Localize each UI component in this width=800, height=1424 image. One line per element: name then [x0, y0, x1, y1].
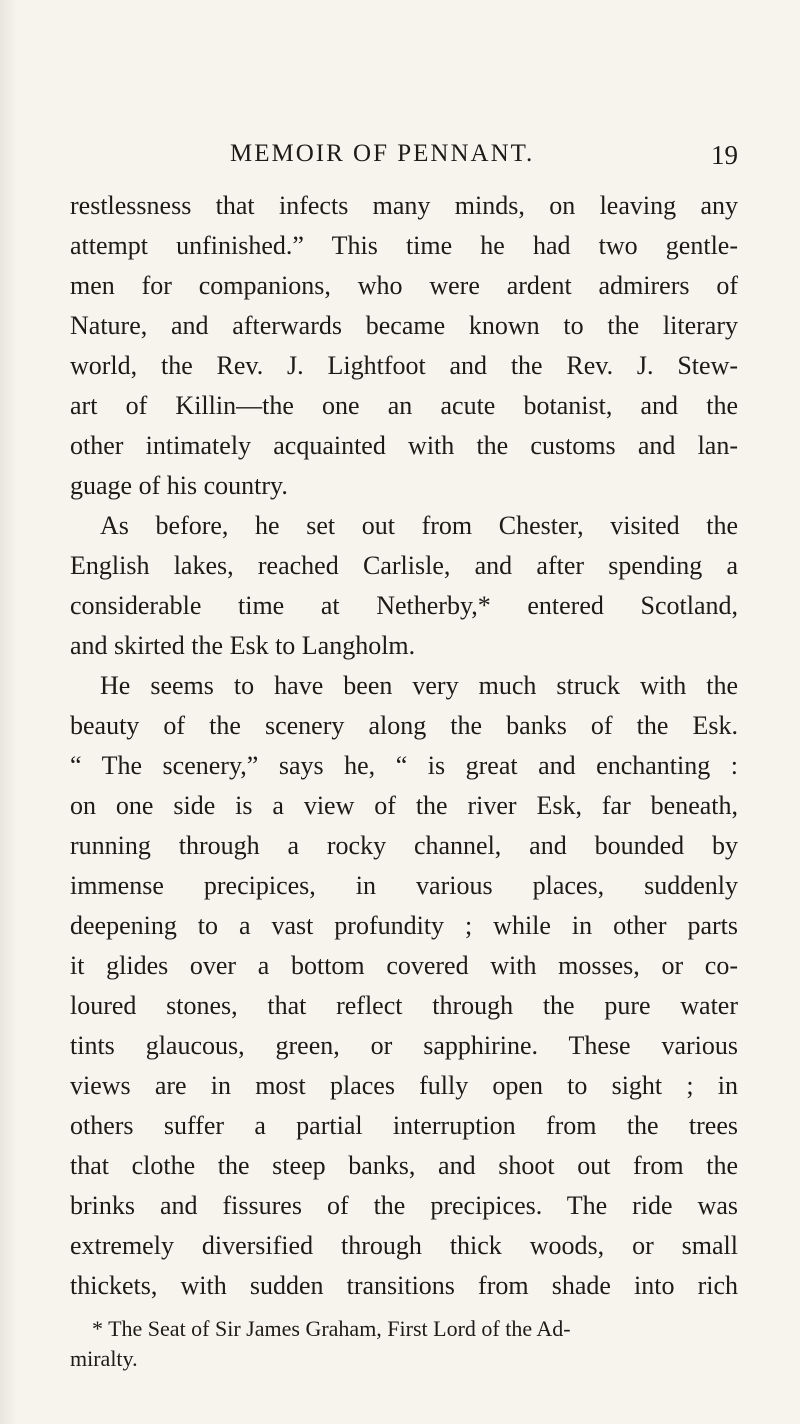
- text-line: others suffer a partial interruption from the trees: [70, 1111, 738, 1140]
- footnote: [70, 1314, 738, 1374]
- text-line: brinks and fissures of the precipices. The ride was: [70, 1191, 738, 1220]
- text-line: and skirted the Esk to Langholm.: [70, 631, 416, 660]
- text-line: extremely diversified through thick woods, or small: [70, 1231, 738, 1260]
- text-line: other intimately acquainted with the customs and lan-: [70, 431, 738, 460]
- text-line: beauty of the scenery along the banks of the Esk.: [70, 711, 738, 740]
- text-line: art of Killin—the one an acute botanist, and the: [70, 391, 738, 420]
- page-number: 19: [711, 140, 738, 170]
- text-line: thickets, with sudden transitions from shade into rich: [70, 1271, 738, 1300]
- text-line: loured stones, that reflect through the pure water: [70, 991, 738, 1020]
- text-line: As before, he set out from Chester, visited the: [100, 511, 738, 540]
- text-line: considerable time at Netherby,* entered Scotland,: [70, 591, 738, 620]
- text-line: attempt unfinished.” This time he had two gentle-: [70, 231, 738, 260]
- text-line: on one side is a view of the river Esk, far beneath,: [70, 791, 738, 820]
- text-line: immense precipices, in various places, suddenly: [70, 871, 738, 900]
- text-line: world, the Rev. J. Lightfoot and the Rev. J. Stew-: [70, 351, 738, 380]
- text-line: guage of his country.: [70, 471, 288, 500]
- text-line: it glides over a bottom covered with mosses, or co-: [70, 951, 738, 980]
- text-line: views are in most places fully open to sight ; in: [70, 1071, 738, 1100]
- footnote-line: miralty.: [70, 1346, 138, 1371]
- text-line: restlessness that infects many minds, on leaving any: [70, 191, 738, 220]
- text-line: He seems to have been very much struck with the: [100, 671, 738, 700]
- body-text: [70, 186, 738, 1306]
- running-head: MEMOIR OF PENNANT.: [230, 140, 535, 167]
- text-line: tints glaucous, green, or sapphirine. These various: [70, 1031, 738, 1060]
- text-line: running through a rocky channel, and bounded by: [70, 831, 738, 860]
- text-line: that clothe the steep banks, and shoot out from the: [70, 1151, 738, 1180]
- text-line: men for companions, who were ardent admirers of: [70, 271, 738, 300]
- text-line: English lakes, reached Carlisle, and after spending a: [70, 551, 738, 580]
- text-line: Nature, and afterwards became known to the literary: [70, 311, 738, 340]
- text-line: deepening to a vast profundity ; while in other parts: [70, 911, 738, 940]
- text-line: “ The scenery,” says he, “ is great and enchanting :: [70, 751, 738, 780]
- footnote-line: * The Seat of Sir James Graham, First Lord of the Ad-: [92, 1316, 571, 1341]
- page-header: [70, 140, 738, 180]
